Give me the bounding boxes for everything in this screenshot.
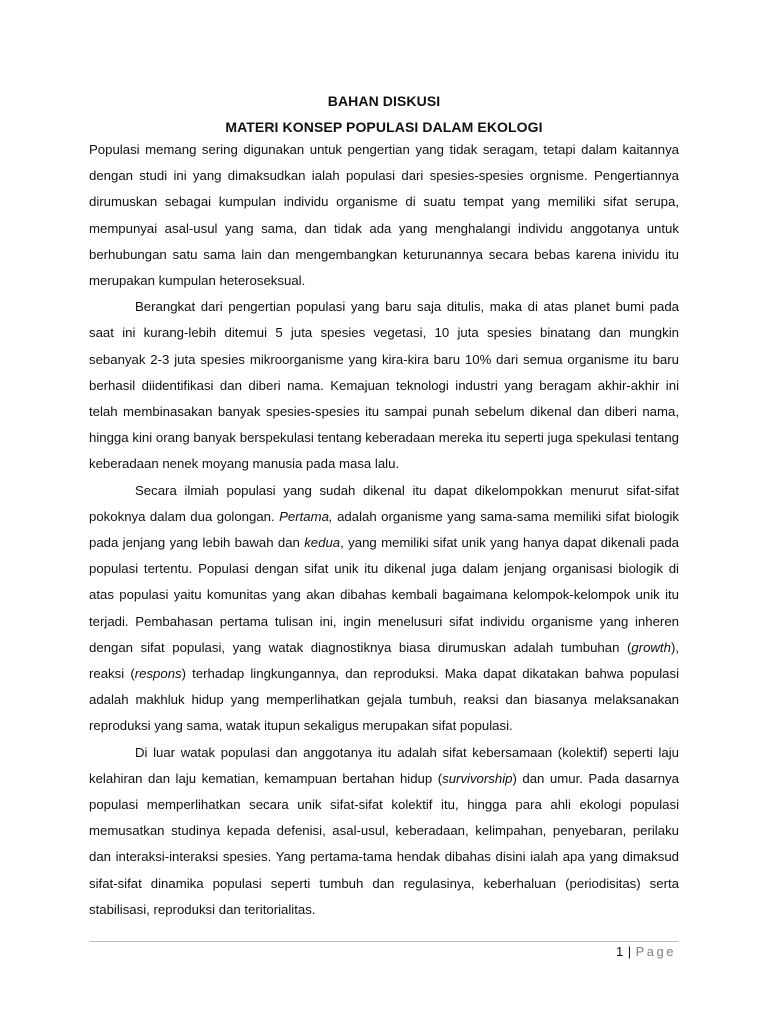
- paragraph-2: Berangkat dari pengertian populasi yang baru saja ditulis, maka di atas planet bumi pada saat ini kurang-lebih ditemui 5 juta spesies vegetasi, 10 juta spesies binatang dan mungkin sebanyak 2-3 juta spesies mikroorganisme yang kira-kira baru 10% dari semua organisme itu baru berhasil diidentifikasi dan diberi nama. Kemajuan teknologi industri yang beragam akhir-akhir ini telah membinasakan banyak spesies-spesies itu sampai punah sebelum dikenal dan diberi nama, hingga kini orang banyak berspekulasi tentang keberadaan mereka itu seperti juga spekulasi tentang keberadaan nenek moyang manusia pada masa lalu.: [89, 299, 679, 472]
- paragraph-3-italic-growth: growth: [631, 639, 671, 655]
- page-label: Page: [635, 944, 676, 959]
- page-footer: [616, 944, 676, 959]
- paragraph-3-text: ), reaksi (: [89, 639, 679, 682]
- paragraph-3-italic-kedua: kedua: [304, 535, 341, 551]
- paragraph-3-text: Secara ilmiah populasi yang sudah dikenal itu dapat dikelompokkan menurut sifat-sifat pokoknya dalam dua golongan.: [89, 482, 679, 524]
- paragraph-4-italic-survivorship: survivorship: [442, 770, 513, 786]
- page-number: 1: [616, 944, 624, 959]
- paragraph-3-text: , yang memiliki sifat unik yang hanya dapat dikenali pada populasi tertentu. Populasi dengan sifat unik itu dikenal juga dalam jenjang organisasi biologik di atas populasi yaitu komunitas yang akan dibahas kembali bagaimana kelompok-kelompok unik itu terjadi. Pembahasan pertama tulisan ini, ingin menelusuri sifat individu organisme yang inheren dengan sifat populasi, yang watak diagnostiknya biasa dirumuskan adalah tumbuhan (: [89, 535, 679, 655]
- paragraph-3-text: ) terhadap lingkungannya, dan reproduksi. Maka dapat dikatakan bahwa populasi adalah makhluk hidup yang memperlihatkan gejala tumbuh, reaksi dan biasanya melaksanakan reproduksi yang sama, watak itupun sekaligus merupakan sifat populasi.: [89, 666, 680, 734]
- paragraph-3-italic-respons: respons: [134, 666, 182, 682]
- document-subtitle: MATERI KONSEP POPULASI DALAM EKOLOGI: [225, 119, 543, 135]
- paragraph-4-text: Di luar watak populasi dan anggotanya itu adalah sifat kebersamaan (kolektif) seperti laju kelahiran dan laju kematian, kemampuan bertahan hidup (: [89, 744, 679, 786]
- footer-divider: [89, 941, 679, 942]
- paragraph-3-italic-pertama: Pertama,: [279, 508, 333, 524]
- paragraph-4-text: ) dan umur. Pada dasarnya populasi memperlihatkan secara unik sifat-sifat kolektif itu, hingga para ahli ekologi populasi memusatkan studinya kepada defenisi, asal-usul, keberadaan, kelimpahan, penyebaran, perilaku dan interaksi-interaksi spesies. Yang pertama-tama hendak dibahas disini ialah apa yang dimaksud sifat-sifat dinamika populasi seperti tumbuh dan regulasinya, keberhaluan (periodisitas) serta stabilisasi, reproduksi dan teritorialitas.: [89, 770, 679, 917]
- footer-separator: |: [627, 944, 632, 959]
- document-title: BAHAN DISKUSI: [327, 93, 441, 109]
- document-body: [89, 137, 679, 923]
- paragraph-3-text: adalah organisme yang sama-sama memiliki sifat biologik pada jenjang yang lebih bawah dan: [89, 508, 679, 551]
- paragraph-4: [89, 740, 679, 923]
- paragraph-1: Populasi memang sering digunakan untuk pengertian yang tidak seragam, tetapi dalam kaitannya dengan studi ini yang dimaksudkan ialah populasi dari spesies-spesies orgnisme. Pengertiannya dirumuskan sebagai kumpulan individu organisme di suatu tempat yang memiliki sifat serupa, mempunyai asal-usul yang sama, dan tidak ada yang menghalangi individu anggotanya untuk berhubungan satu sama lain dan mengembangkan keturunannya secara bebas karena inividu itu merupakan kumpulan heteroseksual.: [89, 142, 679, 289]
- paragraph-3: [89, 478, 679, 740]
